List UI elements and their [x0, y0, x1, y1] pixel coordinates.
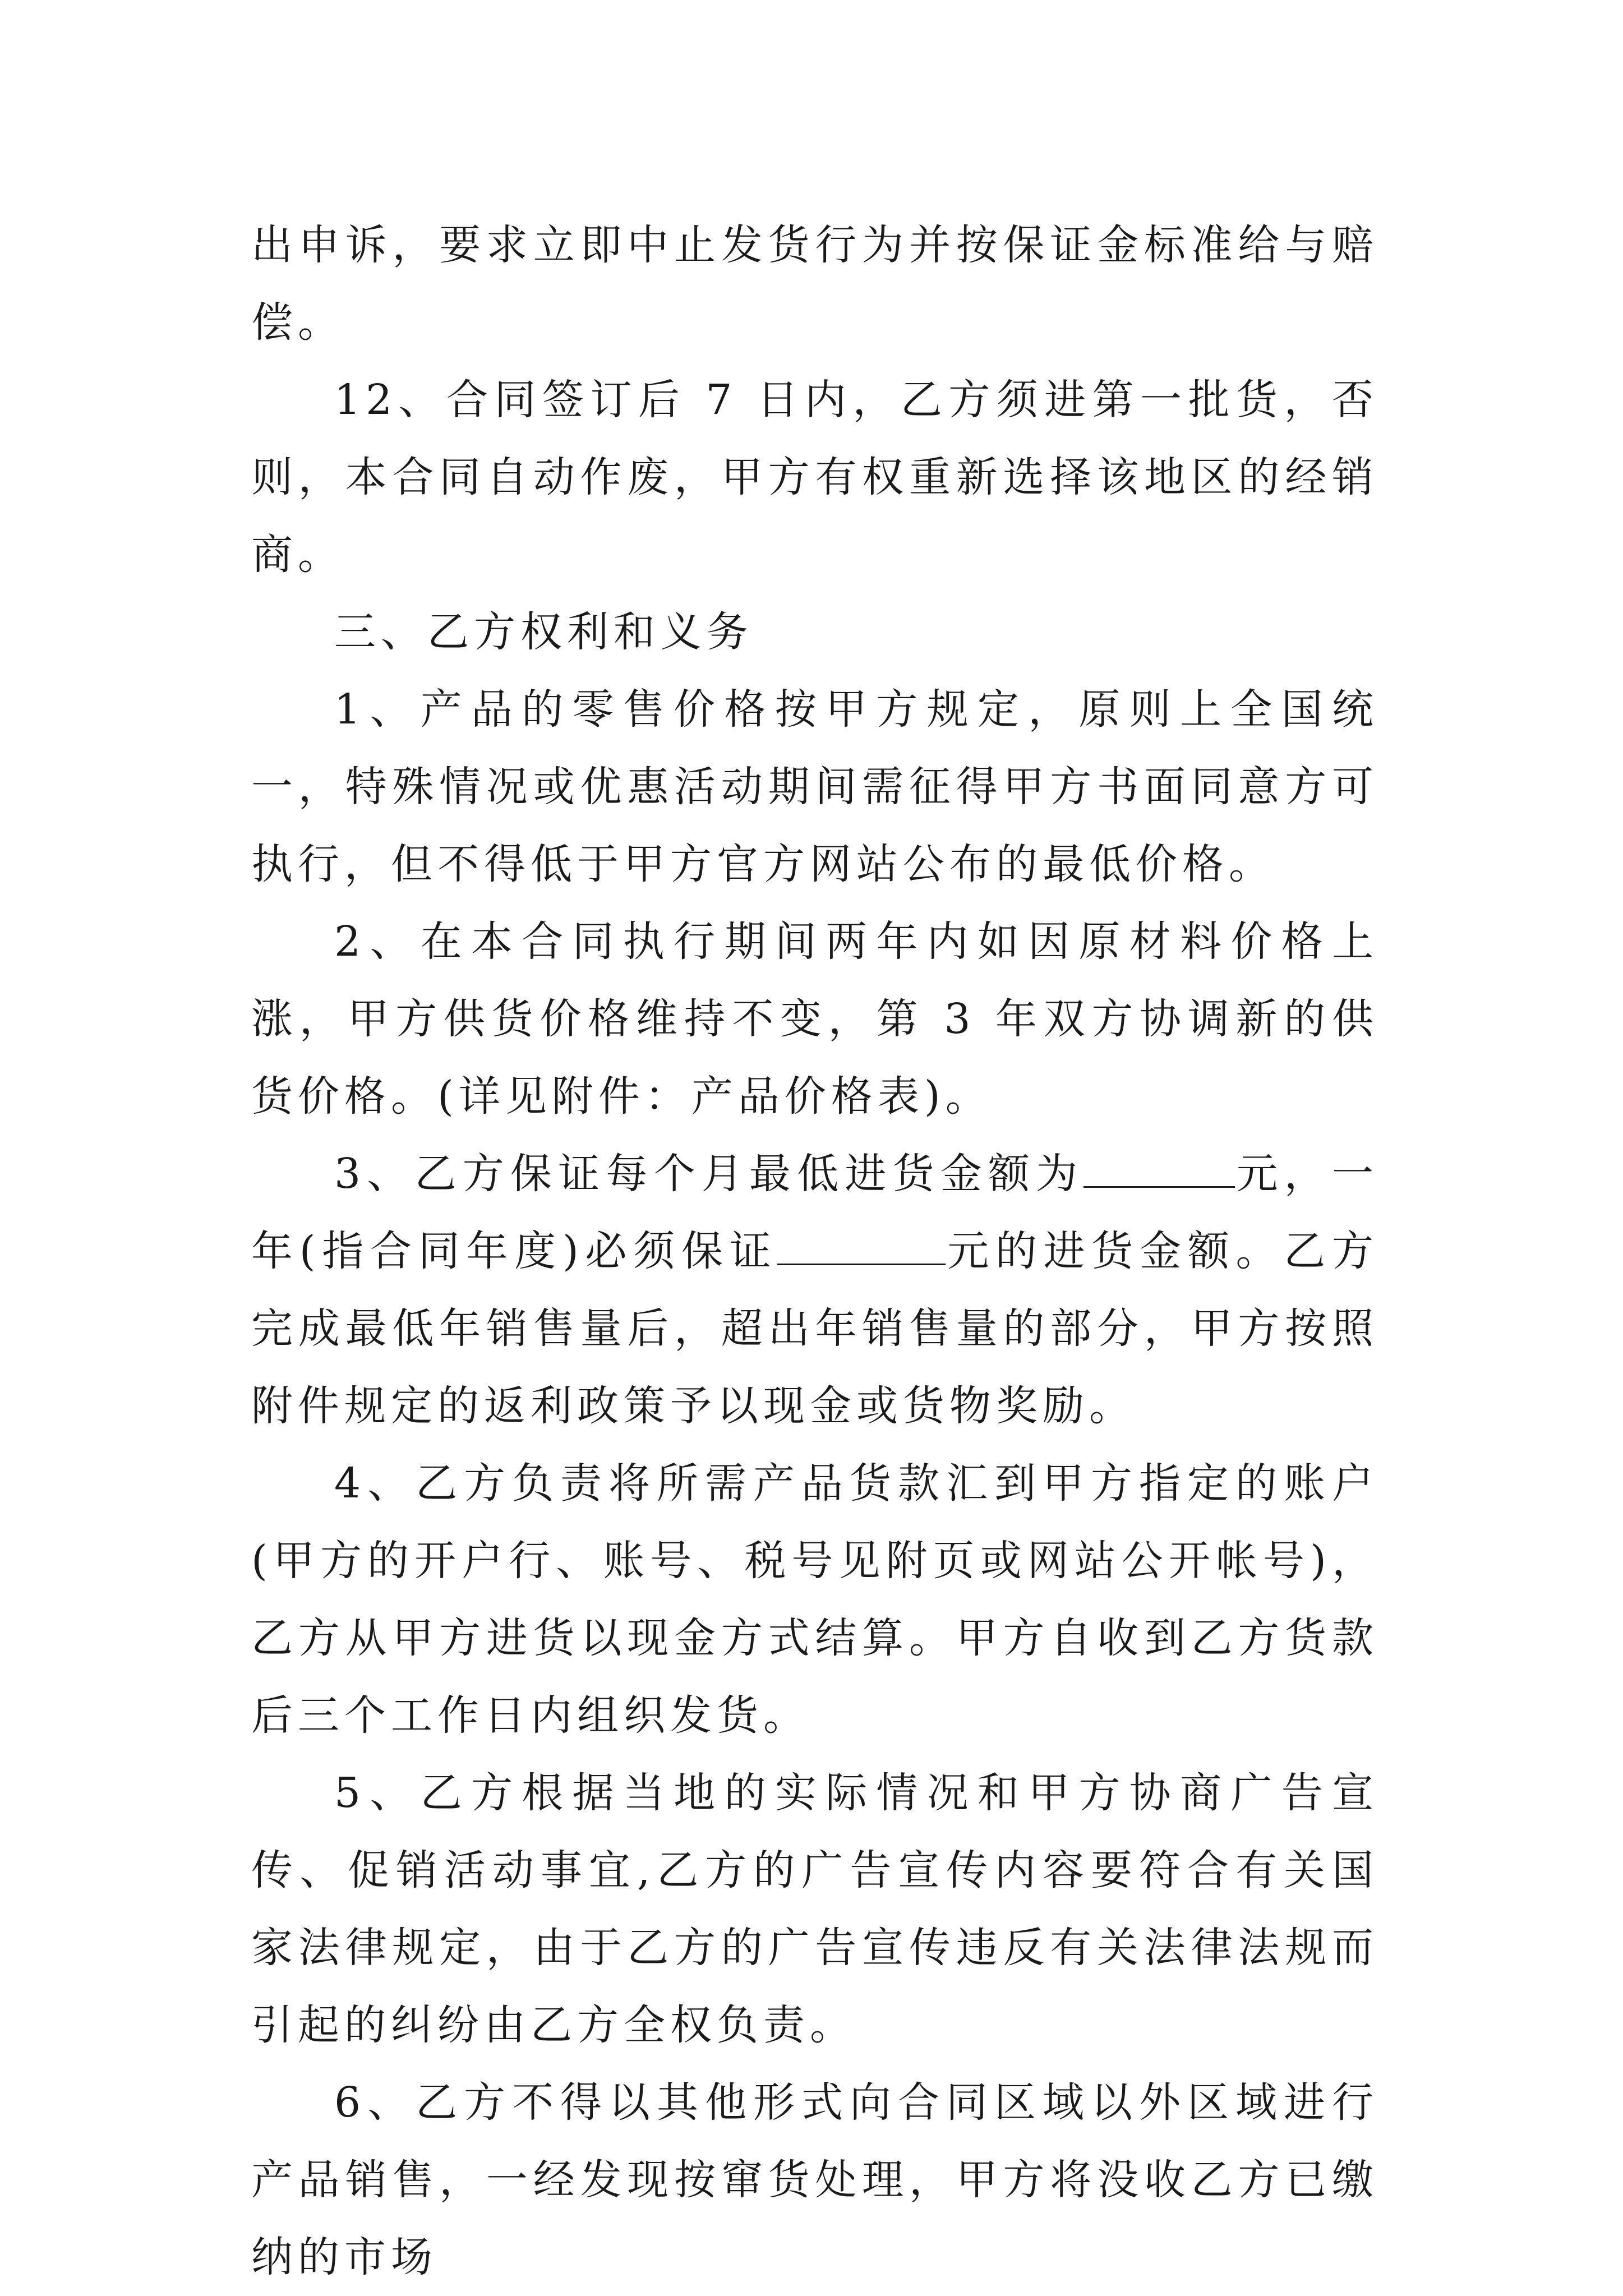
clause-b-3-part1: 3、乙方保证每个月最低进货金额为 — [334, 1150, 1084, 1198]
paragraph-continuation: 出申诉，要求立即中止发货行为并按保证金标准给与赔偿。 — [251, 221, 1378, 347]
clause-12: 12、合同签订后 7 日内，乙方须进第一批货，否则，本合同自动作废，甲方有权重新选择该地区的经销商。 — [251, 376, 1378, 579]
clause-b-3 — [251, 1135, 1378, 1445]
clause-b-4: 4、乙方负责将所需产品货款汇到甲方指定的账户(甲方的开户行、账号、税号见附页或网站公开帐号)，乙方从甲方进货以现金方式结算。甲方自收到乙方货款后三个工作日内组织发货。 — [251, 1459, 1378, 1740]
document-body — [251, 206, 1378, 2296]
clause-b-6: 6、乙方不得以其他形式向合同区域以外区域进行产品销售，一经发现按窜货处理，甲方将没收乙方已缴纳的市场 — [251, 2078, 1378, 2281]
annual-amount-blank — [777, 1221, 946, 1265]
clause-b-3-part2: 元，一年(指合同年度)必须保证 — [251, 1150, 1378, 1275]
section-heading-3: 三、乙方权利和义务 — [334, 608, 753, 656]
clause-b-1: 1、产品的零售价格按甲方规定，原则上全国统一，特殊情况或优惠活动期间需征得甲方书面同意方可执行，但不得低于甲方官方网站公布的最低价格。 — [251, 685, 1378, 888]
clause-b-2: 2、在本合同执行期间两年内如因原材料价格上涨，甲方供货价格维持不变，第 3 年双方协调新的供货价格。(详见附件：产品价格表)。 — [251, 918, 1378, 1121]
clause-b-3-part3: 元的进货金额。乙方完成最低年销售量后，超出年销售量的部分，甲方按照附件规定的返利政策予以现金或货物奖励。 — [251, 1227, 1379, 1430]
monthly-amount-blank — [1083, 1144, 1235, 1188]
clause-b-5: 5、乙方根据当地的实际情况和甲方协商广告宣传、促销活动事宜,乙方的广告宣传内容要符合有关国家法律规定，由于乙方的广告宣传违反有关法律法规而引起的纠纷由乙方全权负责。 — [251, 1769, 1378, 2049]
